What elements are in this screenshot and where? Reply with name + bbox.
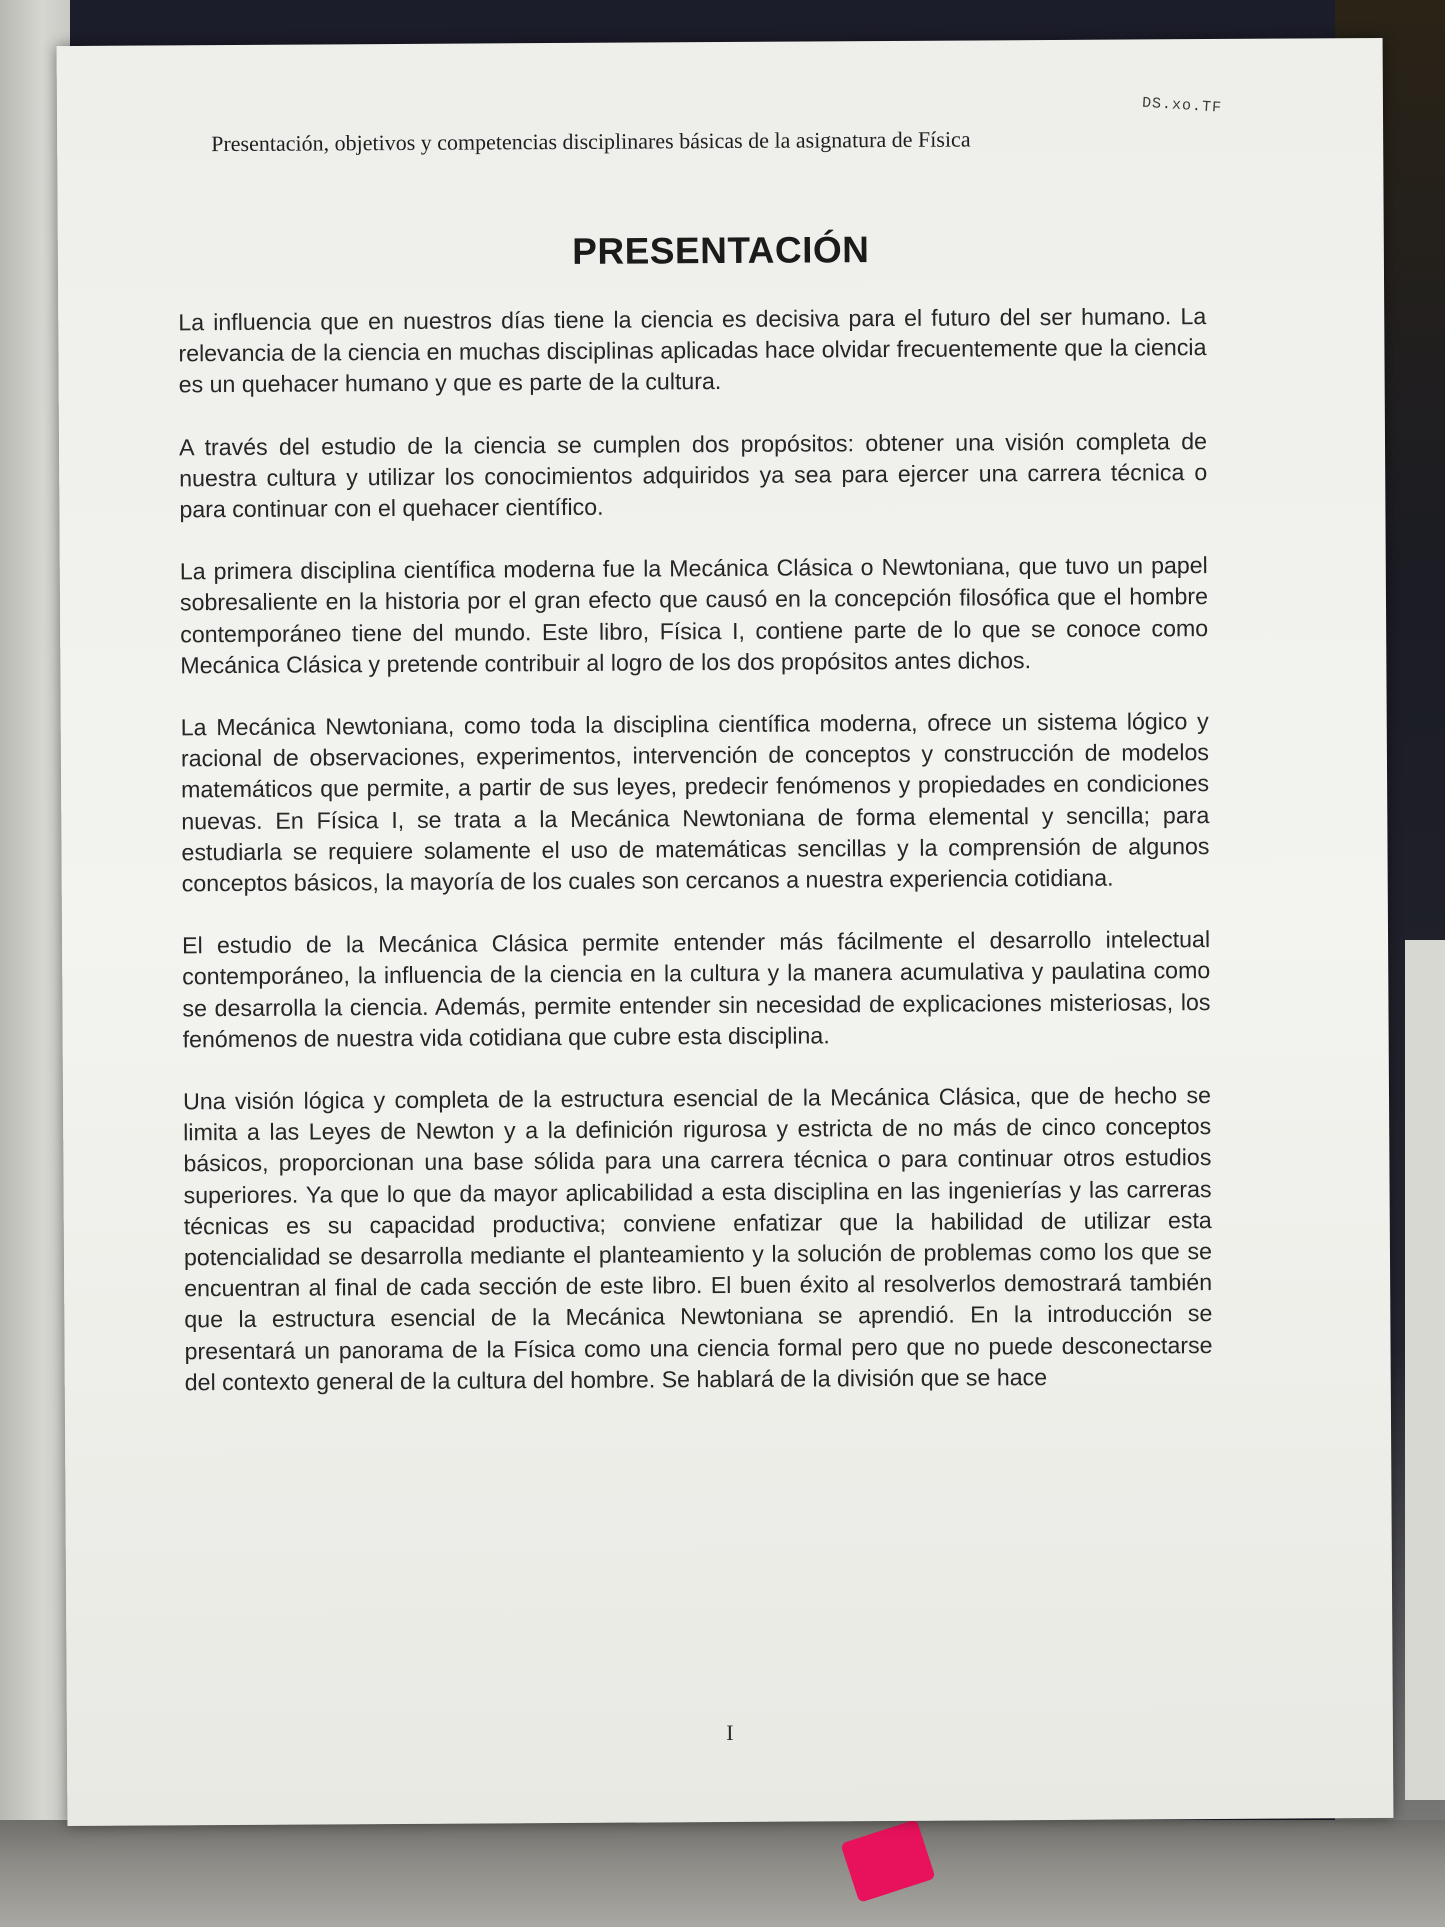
paragraph-4: La Mecánica Newtoniana, como toda la disciplina científica moderna, ofrece un sistema lógico y racional de observaciones, experimentos, intervención de conceptos y construcción de modelos matemáticos que permite, a partir de sus leyes, predecir fenómenos y propiedades en condiciones nuevas. En Física I, se trata a la Mecánica Newtoniana de forma elemental y sencilla; para estudiarla se requiere solamente el uso de matemáticas sencillas y la comprensión de algunos conceptos básicos, la mayoría de los cuales son cercanos a nuestra experiencia cotidiana.: [180, 708, 1210, 897]
page-number: I: [726, 1719, 734, 1746]
background-right-strip: [1405, 940, 1445, 1800]
paragraph-5: El estudio de la Mecánica Clásica permite entender más fácilmente el desarrollo intelectual contemporáneo, la influencia de la ciencia en la cultura y la manera acumulativa y paulatina como se desarrolla la ciencia. Además, permite entender sin necesidad de explicaciones misteriosas, los fenómenos de nuestra vida cotidiana que cubre esta disciplina.: [181, 926, 1211, 1053]
table-surface: [0, 1820, 1445, 1927]
paragraph-3: La primera disciplina científica moderna fue la Mecánica Clásica o Newtoniana, que tuvo un papel sobresaliente en la historia por el gran efecto que causó en la concepción filosófica que el hombre contemporáneo tiene del mundo. Este libro, Física I, contiene parte de lo que se conoce como Mecánica Clásica y pretende contribuir al logro de los dos propósitos antes dichos.: [179, 552, 1209, 679]
book-page: [57, 38, 1394, 1826]
page-title: PRESENTACIÓN: [572, 229, 870, 272]
paragraph-2: A través del estudio de la ciencia se cumplen dos propósitos: obtener una visión completa de nuestra cultura y utilizar los conocimientos adquiridos ya sea para ejercer una carrera técnica o para continuar con el quehacer científico.: [178, 427, 1208, 523]
paragraph-6: Una visión lógica y completa de la estructura esencial de la Mecánica Clásica, que de hecho se limita a las Leyes de Newton y a la definición rigurosa y estricta de no más de cinco conceptos básicos, proporcionan una base sólida para una carrera técnica o para continuar otros estudios superiores. Ya que lo que da mayor aplicabilidad a esta disciplina en las ingenierías y las carreras técnicas es su capacidad productiva; conviene enfatizar que la habilidad de utilizar esta potencialidad se desarrolla mediante el planteamiento y la solución de problemas como los que se encuentran al final de cada sección de este libro. El buen éxito al resolverlos demostrará también que la estructura esencial de la Mecánica Newtoniana se aprendió. En la introducción se presentará un panorama de la Física como una ciencia formal pero que no puede desconectarse del contexto general de la cultura del hombre. Se hablará de la división que se hace: [182, 1082, 1213, 1396]
paragraph-1: La influencia que en nuestros días tiene la ciencia es decisiva para el futuro del ser humano. La relevancia de la ciencia en muchas disciplinas aplicadas hace olvidar frecuentemente que la ciencia es un quehacer humano y que es parte de la cultura.: [178, 303, 1207, 398]
body-text: [178, 301, 1213, 1429]
handwritten-note: DS.xo.TF: [1141, 94, 1223, 117]
running-header: Presentación, objetivos y competencias disciplinares básicas de la asignatura de Física: [211, 126, 971, 157]
